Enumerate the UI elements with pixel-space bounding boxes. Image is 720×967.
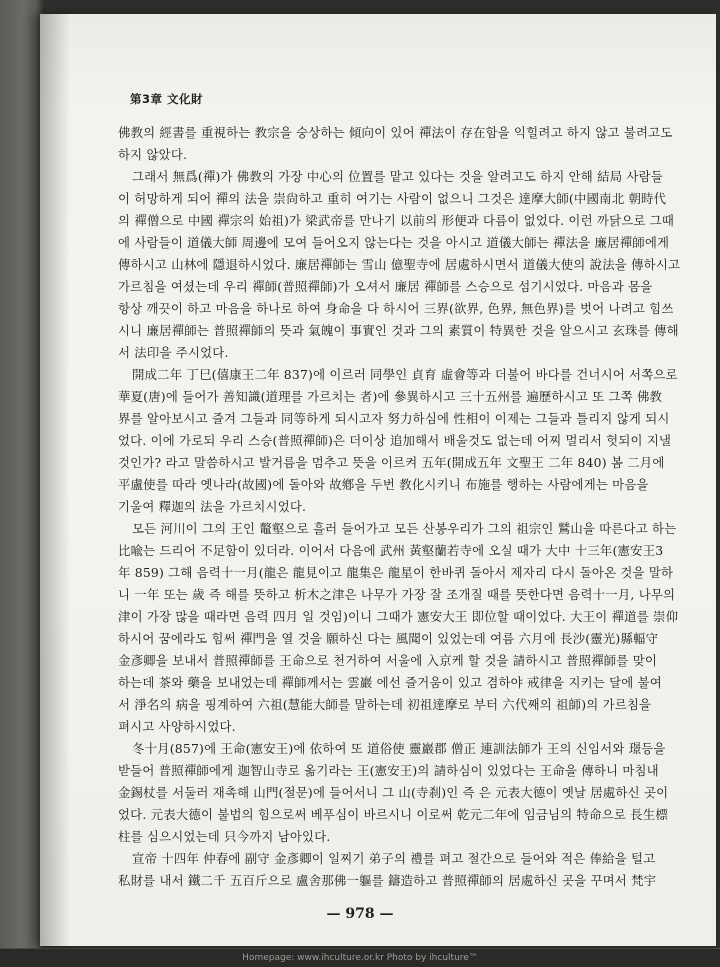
- text-line: 冬十月(857)에 王命(憲安王)에 依하여 또 道俗使 靈巖郡 僧正 連訓法師가 王의 신임서와 璟등을: [132, 741, 666, 756]
- text-line: 하는데 茶와 藥을 보내었는데 禪師께서는 雲巖 에선 즐거움이 있고 겸하야 戒律을 지키는 달에 불여: [118, 675, 662, 690]
- text-line: 그래서 無爲(禪)가 佛教의 가장 中心의 位置를 맡고 있다는 것을 알려고도 하지 안해 結局 사람들: [132, 169, 663, 184]
- text-line: 比喩는 드리어 不足함이 있더라. 이어서 다음에 武州 黃壑蘭若寺에 오실 때가 大中 十三年(憲安王3: [118, 543, 664, 558]
- text-line: 津이 가장 많을 때라면 음력 四月 일 것임)이니 그때가 憲安大王 即位할 때이었다. 大王이 禪道를 崇仰: [118, 609, 679, 624]
- text-line: 하시어 꿈에라도 힘써 禪門을 열 것을 願하신 다는 風聞이 있었는데 여름 六月에 長沙(靈光)縣輻守: [118, 631, 659, 646]
- photo-credit-footer: Homepage: www.ihculture.or.kr Photo by ihculture™: [0, 949, 720, 967]
- page-number: — 978 —: [326, 906, 394, 922]
- text-line: 시니 廉居禪師는 普照禪師의 뜻과 氣魄이 事實인 것과 그의 素質이 特異한 것을 알으시고 玄珠를 傳해: [118, 323, 679, 338]
- text-line: 서 淨名의 病을 핑계하여 六祖(慧能大師를 말하는데 初祖達摩로 부터 六代째의 祖師)의 가르침을: [118, 697, 652, 712]
- text-line: 宣帝 十四年 仲春에 副守 金彥卿이 일찌기 弟子의 禮를 펴고 절간으로 들어와 적은 俸給을 털고: [132, 851, 656, 866]
- paragraph: [118, 364, 690, 518]
- paragraph: [118, 122, 690, 166]
- text-line: 의 禪僧으로 中國 禪宗의 始祖)가 梁武帝를 만나기 以前의 形便과 다름이 없었다. 이런 까닭으로 그때: [118, 213, 675, 228]
- text-line: 年 859) 그해 음력十一月(龍은 龍見이고 龍集은 龍星이 한바퀴 돌아서 제자리 다시 돌아온 것을 말하: [118, 565, 674, 580]
- text-line: 이 허망하게 되어 禪의 法을 崇尙하고 重히 여기는 사람이 없으니 그것은 達摩大師(中國南北 朝時代: [118, 191, 667, 206]
- paragraph: [118, 518, 690, 738]
- text-line: 華夏(唐)에 들어가 善知識(道理를 가르치는 者)에 參異하시고 三十五州를 遍歷하시고 또 그쪽 佛教: [118, 389, 663, 404]
- text-line: 金彥卿을 보내서 普照禪師를 王命으로 천거하여 서울에 入京케 할 것을 請하시고 普照禪師를 맞이: [118, 653, 658, 668]
- text-line: 佛教의 經書를 重視하는 教宗을 숭상하는 傾向이 있어 禪法이 存在함을 익힐려고 하지 않고 불려고도: [118, 125, 673, 140]
- text-line: 서 法印을 주시었다.: [118, 345, 229, 360]
- text-line: 가르침을 여셨는데 우리 禪師(普照禪師)가 오셔서 廉居 禪師를 스승으로 섬기시었다. 마음과 몸을: [118, 279, 653, 294]
- text-line: 柱를 심으시었는데 只今까지 남아있다.: [118, 829, 331, 844]
- paragraph: [118, 166, 690, 364]
- text-line: 기울여 釋迦의 法을 가르치시었다.: [118, 499, 307, 514]
- chapter-heading: 第3章 文化財: [130, 92, 204, 106]
- text-line: 받들어 普照禪師에게 迦智山寺로 옮기라는 王(憲安王)의 請하심이 있었다는 王命을 傳하니 마침내: [118, 763, 659, 778]
- text-line: 平盧使를 따라 옛나라(故國)에 돌아와 故鄕을 두번 教化시키니 布施를 행하는 사람에게는 마음을: [118, 477, 649, 492]
- text-line: 모든 河川이 그의 王인 鼇壑으로 흘러 들어가고 모든 산봉우리가 그의 祖宗인 鷲山을 따른다고 하는: [132, 521, 677, 536]
- text-line: 金錫杖를 서둘러 재촉해 山門(절문)에 들어서니 그 山(寺刹)인 즉 은 元表大德이 옛날 居處하신 곳이: [118, 785, 669, 800]
- text-line: 開成二年 丁巳(僖康王二年 837)에 이르러 同學인 貞育 虛會等과 더불어 바다를 건너시어 서쪽으로: [132, 367, 678, 382]
- text-line: 에 사람들이 道儀大師 周邊에 모여 들어오지 않는다는 것을 아시고 道儀大師는 禪法을 廉居禪師에게: [118, 235, 670, 250]
- text-line: 니 一年 또는 歲 즉 해를 뜻하고 析木之津은 나무가 가장 잘 조개질 때를 뜻한다면 음력十一月, 나무의: [118, 587, 676, 602]
- text-line: 었다. 元表大德이 불법의 힘으로써 베푸심이 바르시니 이로써 乾元二年에 임금님의 特命으로 長生標: [118, 807, 668, 822]
- text-line: 펴시고 사양하시었다.: [118, 719, 236, 734]
- text-line: 항상 깨끗이 하고 마음을 하나로 하여 身命을 다 하시어 三界(欲界, 色界, 無色界)를 벗어 나려고 힘쓰: [118, 301, 674, 316]
- text-line: 었다. 이에 가로되 우리 스승(普照禪師)은 더이상 追加해서 배울것도 없는데 어찌 멀리서 헛되이 지낼: [118, 433, 672, 448]
- text-line: 界를 알아보시고 즐겨 그들과 同等하게 되시고자 努力하심에 性相이 이제는 그들과 틀리지 않게 되시: [118, 411, 670, 426]
- text-line: 것인가? 라고 말씀하시고 발거름을 멈추고 뜻을 이르켜 五年(開成五年 文聖王 二年 840) 봄 二月에: [118, 455, 665, 470]
- text-line: 私財를 내서 鐵二千 五百斤으로 盧舍那佛一軀를 鑄造하고 普照禪師의 居處하신 곳을 꾸며서 梵宇: [118, 873, 657, 888]
- body-text: [118, 122, 690, 892]
- paragraph: [118, 848, 690, 892]
- text-line: 하지 않았다.: [118, 147, 188, 162]
- text-line: 傳하시고 山林에 隱退하시었다. 廉居禪師는 雪山 億聖寺에 居處하시면서 道儀大使의 說法을 傳하시고: [118, 257, 681, 272]
- paragraph: [118, 738, 690, 848]
